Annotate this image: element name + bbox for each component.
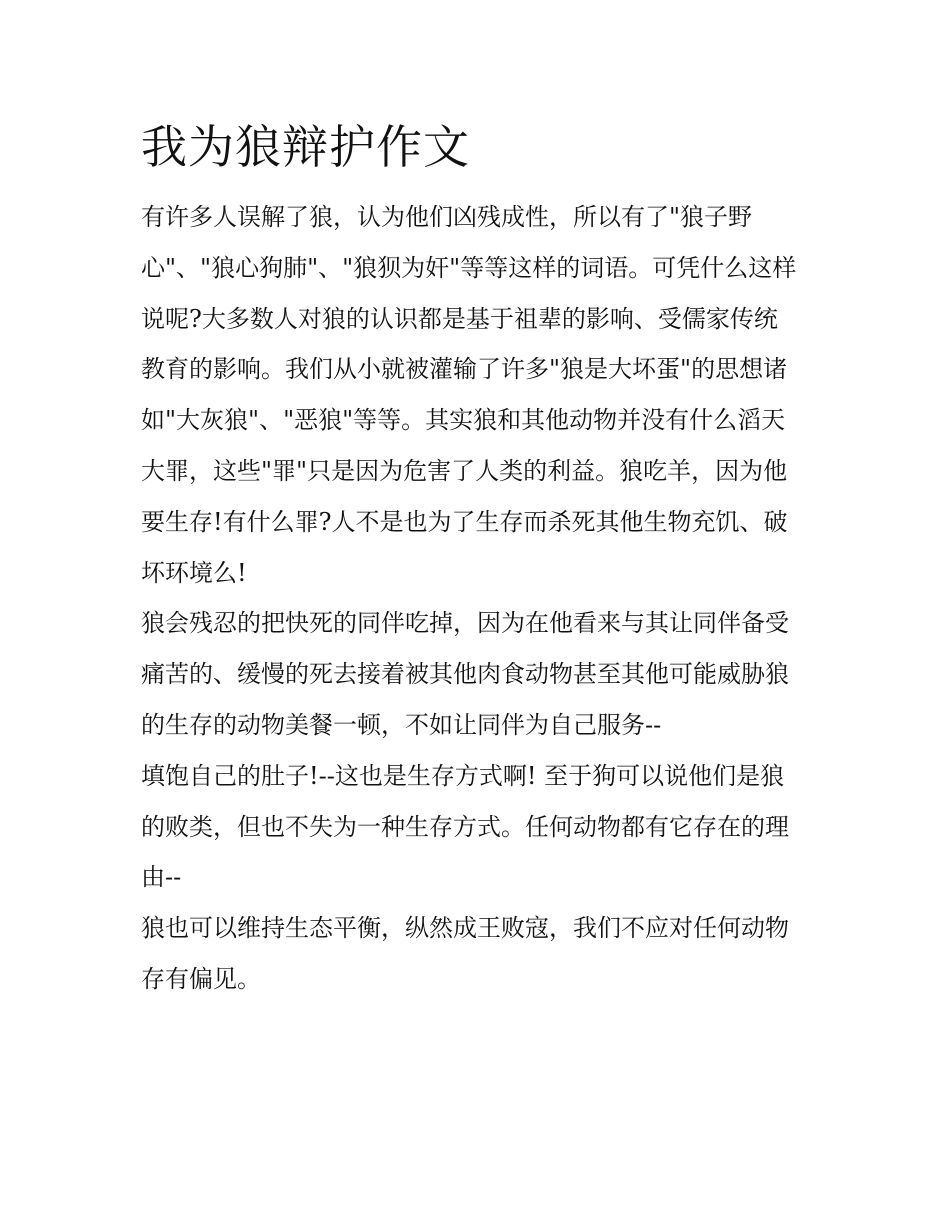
text-line: 心"、"狼心狗肺"、"狼狈为奸"等等这样的词语。可凭什么这样: [141, 253, 797, 282]
text-line: 要生存!有什么罪?人不是也为了生存而杀死其他生物充饥、破: [141, 507, 788, 536]
document-body: [141, 192, 821, 1005]
text-line: 狼会残忍的把快死的同伴吃掉，因为在他看来与其让同伴备受: [141, 609, 789, 638]
text-line: 填饱自己的肚子!--这也是生存方式啊! 至于狗可以说他们是狼: [141, 761, 785, 790]
text-line: 有许多人误解了狼，认为他们凶残成性，所以有了"狼子野: [141, 203, 753, 231]
text-line: 说呢?大多数人对狼的认识都是基于祖辈的影响、受儒家传统: [141, 304, 778, 333]
text-line: 由--: [141, 863, 182, 892]
text-line: 存有偏见。: [141, 964, 261, 993]
text-line: 大罪，这些"罪"只是因为危害了人类的利益。狼吃羊，因为他: [141, 456, 788, 485]
text-line: 如"大灰狼"、"恶狼"等等。其实狼和其他动物并没有什么滔天: [141, 406, 786, 435]
text-line: 痛苦的、缓慢的死去接着被其他肉食动物甚至其他可能威胁狼: [141, 660, 789, 689]
document-title: 我为狼辩护作文: [141, 120, 470, 174]
text-line: 坏环境么!: [141, 558, 247, 587]
text-line: 的生存的动物美餐一顿，不如让同伴为自己服务--: [141, 710, 662, 739]
text-line: 教育的影响。我们从小就被灌输了许多"狼是大坏蛋"的思想诸: [141, 355, 788, 384]
document-content: [141, 112, 821, 1005]
text-line: 狼也可以维持生态平衡，纵然成王败寇，我们不应对任何动物: [141, 914, 789, 943]
text-line: 的败类，但也不失为一种生存方式。任何动物都有它存在的理: [141, 812, 789, 841]
